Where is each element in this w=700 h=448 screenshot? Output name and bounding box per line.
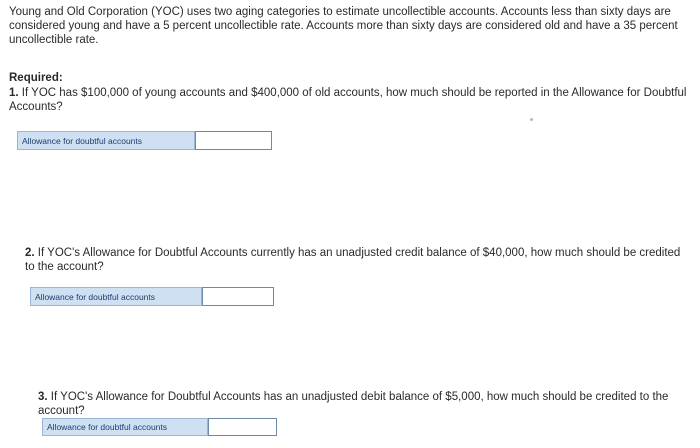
answer-1-label: Allowance for doubtful accounts <box>17 131 195 150</box>
required-heading: Required: <box>9 72 63 84</box>
question-3-number: 3. <box>38 391 48 403</box>
answer-3-input[interactable] <box>208 418 277 436</box>
answer-3-label: Allowance for doubtful accounts <box>42 418 208 436</box>
answer-row-3 <box>42 418 277 437</box>
answer-row-2 <box>30 287 274 306</box>
question-1 <box>9 86 695 114</box>
answer-row-1 <box>17 131 272 150</box>
question-3 <box>38 390 688 418</box>
problem-intro: Young and Old Corporation (YOC) uses two aging categories to estimate uncollectible accounts. Accounts less than sixty days are considered young and have a 5 percent uncollectible rate. Accounts more than sixty days are considered old and have a 35 percent uncollectible rate. <box>9 6 678 46</box>
question-1-number: 1. <box>9 87 19 99</box>
question-3-text: If YOC's Allowance for Doubtful Accounts has an unadjusted debit balance of $5,000, how much should be credited to the account? <box>38 391 669 417</box>
answer-2-label: Allowance for doubtful accounts <box>30 287 202 306</box>
answer-2-input[interactable] <box>202 287 274 306</box>
decorative-dot <box>530 118 533 121</box>
question-1-text: If YOC has $100,000 of young accounts and $400,000 of old accounts, how much should be reported in the Allowance for Doubtful Accounts? <box>9 87 687 113</box>
question-2-text: If YOC's Allowance for Doubtful Accounts currently has an unadjusted credit balance of $40,000, how much should be credited to the account? <box>25 247 681 273</box>
question-2-number: 2. <box>25 247 35 259</box>
answer-1-input[interactable] <box>195 131 272 150</box>
question-2 <box>25 246 685 274</box>
